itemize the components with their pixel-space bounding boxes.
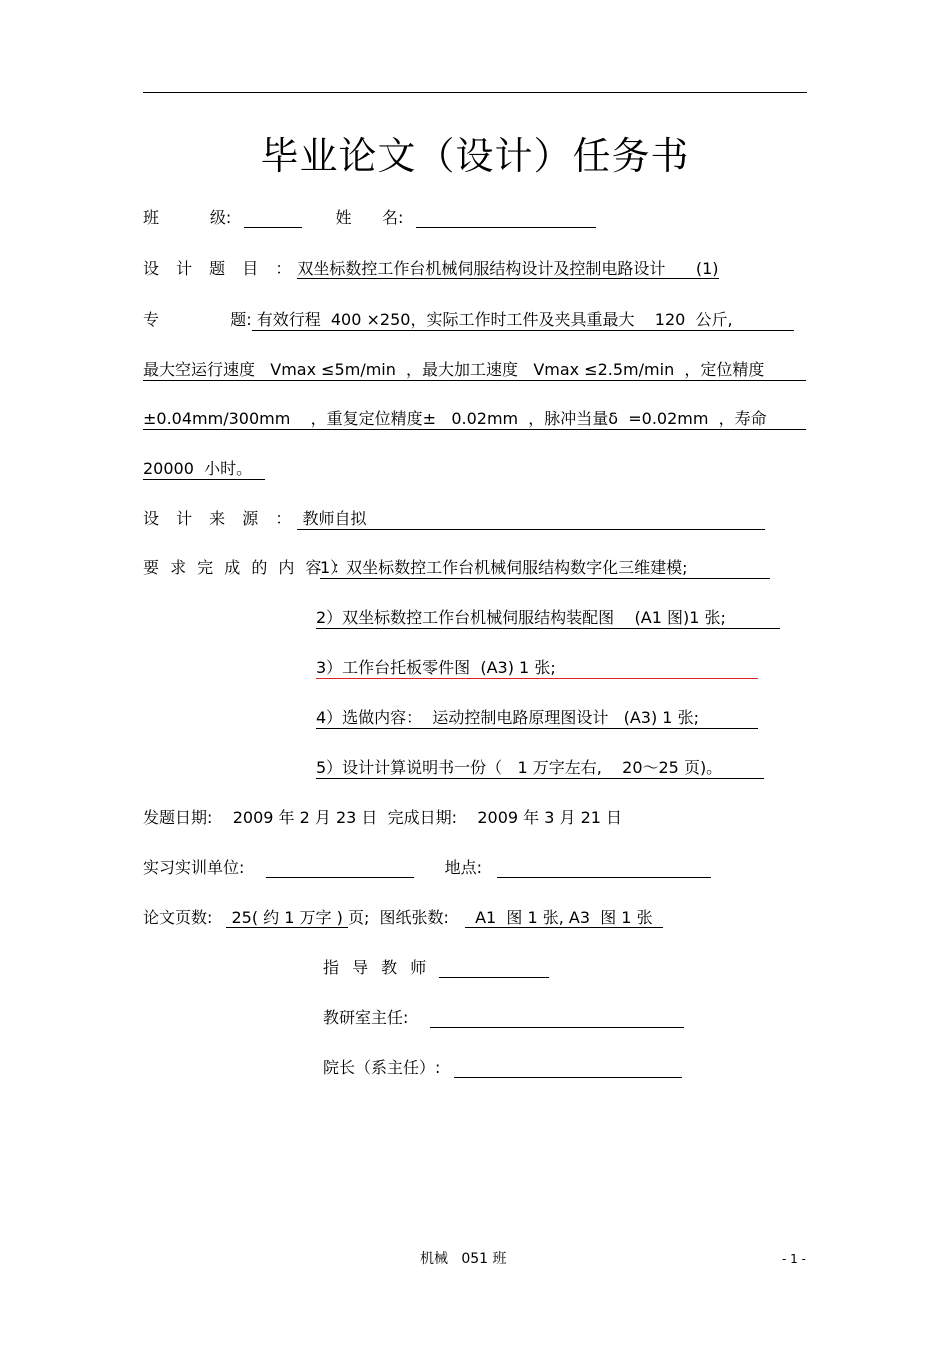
director-row [323, 1008, 684, 1028]
dates-row: 发题日期: 2009 年 2 月 23 日 完成日期: 2009 年 3 月 21 日 [143, 808, 623, 827]
pages-row [143, 908, 663, 928]
drawings-value: A1 图 1 张, A3 图 1 张 [464, 908, 663, 927]
requirements-label: 要 求 完 成 的 内 容 ： [143, 558, 352, 577]
location-label: 地点: [444, 858, 482, 877]
internship-field[interactable] [266, 859, 414, 878]
source-label: 设 计 来 源 ： [143, 509, 298, 528]
requirement-item-5: 5）设计计算说明书一份（ 1 万字左右, 20～25 页)。 [316, 758, 764, 779]
name-field[interactable] [416, 209, 596, 228]
class-row [143, 208, 596, 228]
special-line-2: 最大空运行速度 Vmax ≤5m/min ，最大加工速度 Vmax ≤2.5m/min ，定位精度 [143, 360, 806, 381]
footer-page-number: - 1 - [782, 1252, 806, 1266]
requirement-item-3: 3）工作台托板零件图 (A3) 1 张; [316, 658, 758, 679]
advisor-row [323, 958, 549, 978]
class-label: 班 级: [143, 208, 232, 227]
internship-row [143, 858, 711, 878]
director-label: 教研室主任: [323, 1008, 409, 1027]
drawings-label: 页; 图纸张数: [347, 908, 449, 927]
pages-label: 论文页数: [143, 908, 213, 927]
advisor-field[interactable] [439, 959, 549, 978]
dean-row [323, 1058, 682, 1078]
advisor-label: 指 导 教 师 [323, 958, 431, 977]
topic-label: 设 计 题 目 ： [143, 259, 298, 278]
internship-label: 实习实训单位: [143, 858, 245, 877]
location-field[interactable] [497, 859, 711, 878]
source-value: 教师自拟 [297, 509, 765, 530]
special-line-4: 20000 小时。 [143, 459, 265, 480]
special-line-1: 有效行程 400 ×250，实际工作时工件及夹具重最大 120 公斤, [252, 310, 794, 331]
document-title: 毕业论文（设计）任务书 [260, 134, 690, 178]
requirement-item-1: 1）双坐标数控工作台机械伺服结构数字化三维建模; [320, 558, 770, 579]
pages-value: 25( 约 1 万字 ) [226, 908, 348, 927]
footer-class: 机械 051 班 [420, 1251, 507, 1267]
requirement-item-2: 2）双坐标数控工作台机械伺服结构装配图 (A1 图)1 张; [316, 608, 780, 629]
top-rule [143, 92, 807, 93]
special-row-1 [143, 310, 806, 331]
class-field[interactable] [244, 209, 302, 228]
dean-label: 院长（系主任）: [323, 1058, 441, 1077]
topic-row [143, 259, 719, 279]
dean-field[interactable] [454, 1059, 682, 1078]
special-line-3: ±0.04mm/300mm ，重复定位精度± 0.02mm ，脉冲当量δ =0.02mm ，寿命 [143, 409, 806, 430]
name-label: 姓 名: [335, 208, 404, 227]
requirement-item-4: 4）选做内容： 运动控制电路原理图设计 (A3) 1 张; [316, 708, 758, 729]
special-label: 专 题: [143, 310, 252, 329]
director-field[interactable] [430, 1009, 684, 1028]
source-row [143, 509, 765, 530]
topic-value: 双坐标数控工作台机械伺服结构设计及控制电路设计 (1) [297, 259, 719, 278]
